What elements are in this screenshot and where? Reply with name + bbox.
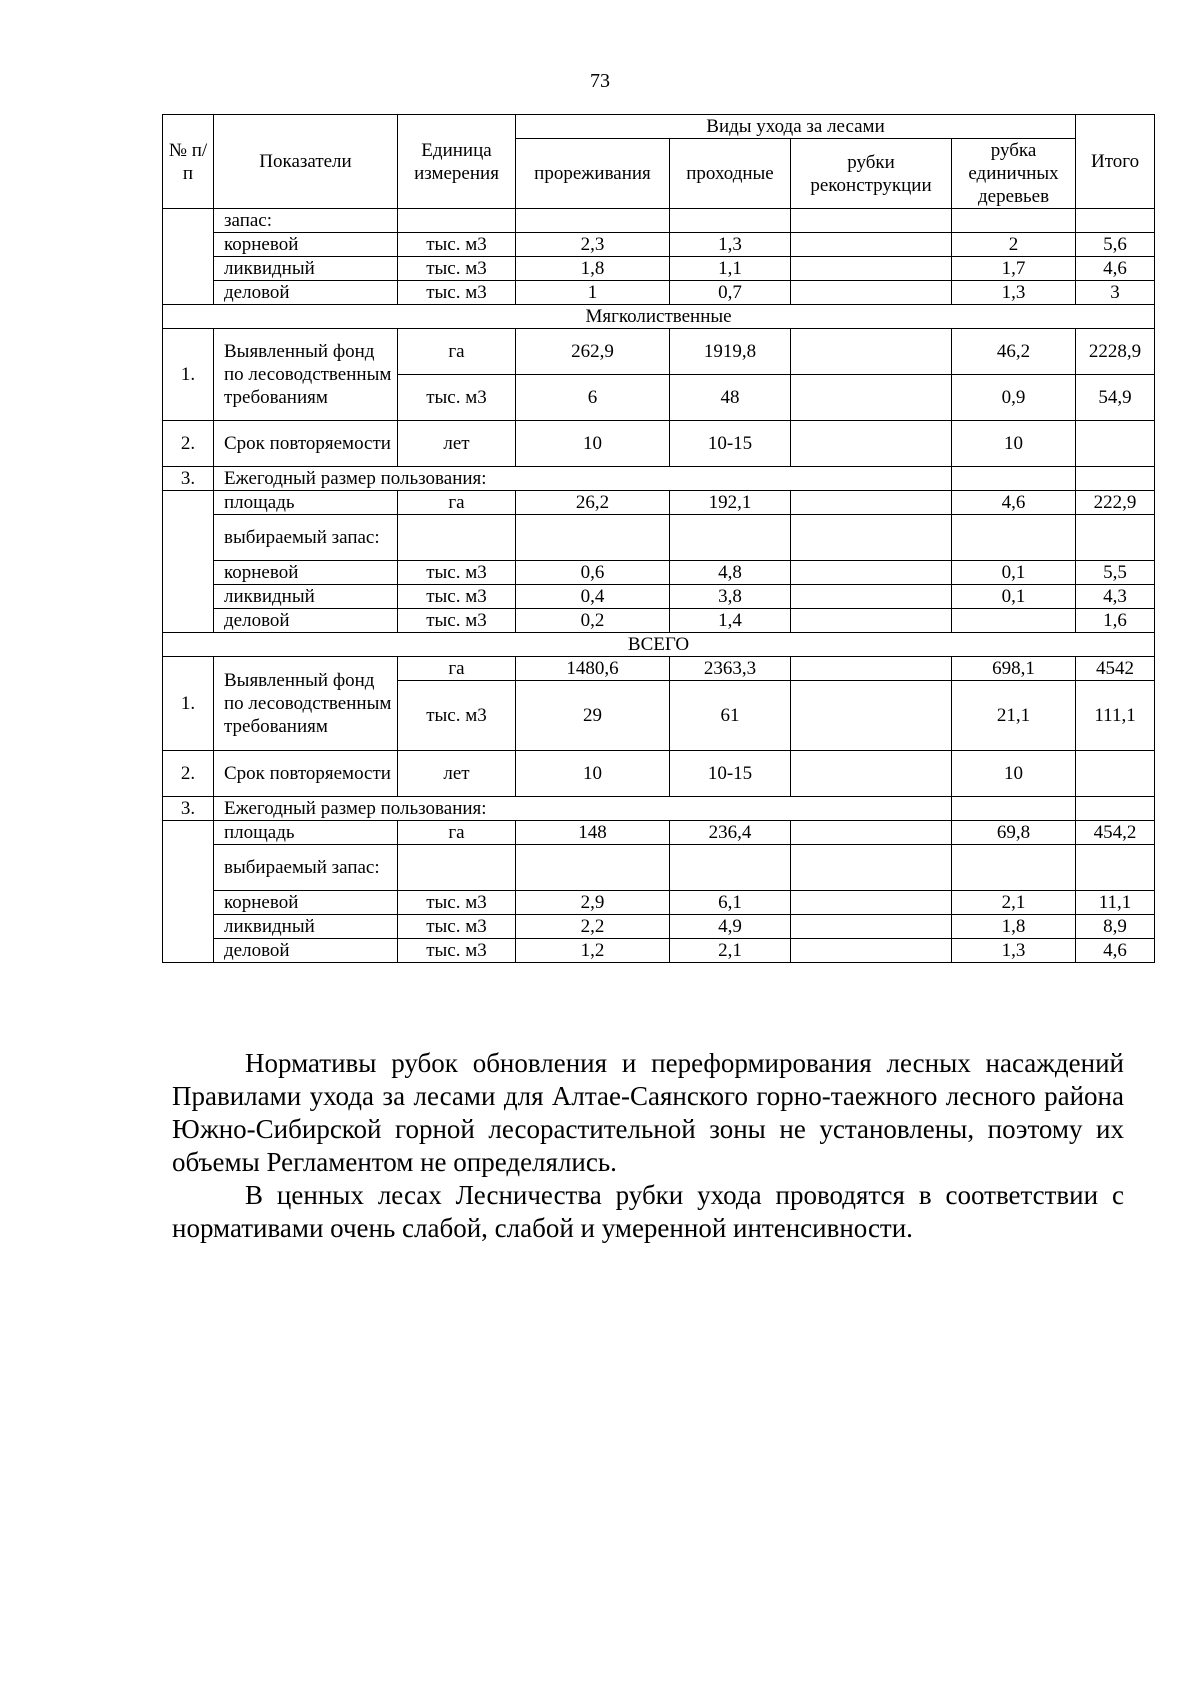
unit-cell: тыс. м3	[398, 585, 516, 609]
value-cell: 1,8	[952, 915, 1076, 939]
unit-cell: тыс. м3	[398, 891, 516, 915]
value-cell: 1480,6	[516, 657, 670, 681]
indicator-cell: Выявленный фонд по лесоводственным требованиям	[214, 657, 398, 751]
value-cell: 2363,3	[670, 657, 791, 681]
value-cell: 10	[952, 421, 1076, 467]
indicator-cell: Ежегодный размер пользования:	[214, 467, 952, 491]
table-row	[163, 281, 1155, 305]
value-cell: 4,9	[670, 915, 791, 939]
value-cell	[670, 209, 791, 233]
indicator-cell: выбираемый запас:	[214, 845, 398, 891]
value-cell	[516, 209, 670, 233]
value-cell	[791, 281, 952, 305]
value-cell: 2,3	[516, 233, 670, 257]
value-cell: 1,3	[670, 233, 791, 257]
total-cell: 4,3	[1076, 585, 1155, 609]
table-row	[163, 491, 1155, 515]
value-cell: 2	[952, 233, 1076, 257]
total-cell	[1076, 797, 1155, 821]
unit-cell: тыс. м3	[398, 609, 516, 633]
value-cell: 29	[516, 681, 670, 751]
paragraph: Нормативы рубок обновления и переформирования лесных насаждений Правилами ухода за лесами для Алтае-Саянского горно-таежного лесного района Южно-Сибирской горной лесорастительной зоны не установлены, поэтому их объемы Регламентом не определялись.	[172, 1048, 1124, 1177]
value-cell: 1	[516, 281, 670, 305]
header-single-trees: рубка единичных деревьев	[952, 139, 1076, 209]
value-cell	[952, 209, 1076, 233]
section-header-row	[163, 305, 1155, 329]
value-cell	[791, 657, 952, 681]
num-cell: 2.	[163, 421, 214, 467]
table-row	[163, 585, 1155, 609]
value-cell	[791, 915, 952, 939]
indicator-cell: деловой	[214, 939, 398, 963]
indicator-cell: Срок повторяемости	[214, 421, 398, 467]
num-cell: 2.	[163, 751, 214, 797]
value-cell: 1,7	[952, 257, 1076, 281]
value-cell: 4,8	[670, 561, 791, 585]
num-cell: 3.	[163, 797, 214, 821]
value-cell	[791, 561, 952, 585]
value-cell: 2,9	[516, 891, 670, 915]
value-cell: 0,9	[952, 375, 1076, 421]
value-cell	[952, 609, 1076, 633]
unit-cell: га	[398, 657, 516, 681]
total-cell	[1076, 421, 1155, 467]
value-cell	[791, 515, 952, 561]
page-number: 73	[590, 70, 610, 92]
header-total: Итого	[1076, 115, 1155, 209]
table-row	[163, 657, 1155, 681]
value-cell: 1,3	[952, 281, 1076, 305]
value-cell: 3,8	[670, 585, 791, 609]
total-cell: 4,6	[1076, 257, 1155, 281]
unit-cell	[398, 515, 516, 561]
value-cell	[670, 515, 791, 561]
indicator-cell: ликвидный	[214, 585, 398, 609]
value-cell: 10-15	[670, 751, 791, 797]
table-row	[163, 209, 1155, 233]
total-cell: 4542	[1076, 657, 1155, 681]
unit-cell: тыс. м3	[398, 561, 516, 585]
table-row	[163, 233, 1155, 257]
total-cell: 1,6	[1076, 609, 1155, 633]
total-cell	[1076, 515, 1155, 561]
unit-cell: га	[398, 491, 516, 515]
unit-cell: га	[398, 821, 516, 845]
value-cell: 0,4	[516, 585, 670, 609]
unit-cell: тыс. м3	[398, 939, 516, 963]
table-row	[163, 821, 1155, 845]
value-cell: 2,1	[952, 891, 1076, 915]
header-thinning: прореживания	[516, 139, 670, 209]
value-cell: 1919,8	[670, 329, 791, 375]
num-cell	[163, 209, 214, 305]
total-cell: 5,5	[1076, 561, 1155, 585]
value-cell: 26,2	[516, 491, 670, 515]
value-cell	[791, 609, 952, 633]
unit-cell: га	[398, 329, 516, 375]
indicator-cell: Ежегодный размер пользования:	[214, 797, 952, 821]
num-cell: 1.	[163, 657, 214, 751]
total-cell	[1076, 751, 1155, 797]
unit-cell: тыс. м3	[398, 281, 516, 305]
value-cell	[952, 467, 1076, 491]
value-cell	[516, 515, 670, 561]
value-cell	[791, 821, 952, 845]
value-cell: 6	[516, 375, 670, 421]
indicator-cell: площадь	[214, 491, 398, 515]
paragraph: В ценных лесах Лесничества рубки ухода проводятся в соответствии с нормативами очень слабой, слабой и умеренной интенсивности.	[172, 1180, 1124, 1243]
table-row	[163, 845, 1155, 891]
value-cell	[791, 751, 952, 797]
value-cell: 2,1	[670, 939, 791, 963]
unit-cell: тыс. м3	[398, 915, 516, 939]
unit-cell: тыс. м3	[398, 233, 516, 257]
value-cell: 48	[670, 375, 791, 421]
value-cell	[791, 329, 952, 375]
value-cell: 1,3	[952, 939, 1076, 963]
table-row	[163, 915, 1155, 939]
total-cell: 11,1	[1076, 891, 1155, 915]
value-cell	[791, 939, 952, 963]
table-row	[163, 515, 1155, 561]
value-cell: 1,1	[670, 257, 791, 281]
value-cell	[670, 845, 791, 891]
section-title: Мягколиственные	[163, 305, 1155, 329]
value-cell	[791, 375, 952, 421]
header-num: № п/п	[163, 115, 214, 209]
header-care-types: Виды ухода за лесами	[516, 115, 1076, 139]
total-cell: 222,9	[1076, 491, 1155, 515]
table-row	[163, 257, 1155, 281]
value-cell: 46,2	[952, 329, 1076, 375]
value-cell	[791, 585, 952, 609]
table-row	[163, 751, 1155, 797]
value-cell: 0,2	[516, 609, 670, 633]
value-cell	[952, 515, 1076, 561]
table-row	[163, 609, 1155, 633]
header-indicator: Показатели	[214, 115, 398, 209]
value-cell: 10	[952, 751, 1076, 797]
value-cell: 236,4	[670, 821, 791, 845]
unit-cell: тыс. м3	[398, 375, 516, 421]
value-cell	[791, 891, 952, 915]
table-row	[163, 939, 1155, 963]
unit-cell: тыс. м3	[398, 681, 516, 751]
value-cell: 4,6	[952, 491, 1076, 515]
value-cell: 0,1	[952, 585, 1076, 609]
value-cell: 2,2	[516, 915, 670, 939]
value-cell	[516, 845, 670, 891]
indicator-cell: деловой	[214, 281, 398, 305]
body-text	[172, 1047, 1124, 1245]
value-cell	[952, 845, 1076, 891]
value-cell: 6,1	[670, 891, 791, 915]
total-cell: 54,9	[1076, 375, 1155, 421]
header-unit: Единица измерения	[398, 115, 516, 209]
value-cell: 0,1	[952, 561, 1076, 585]
value-cell: 1,4	[670, 609, 791, 633]
num-cell	[163, 491, 214, 633]
value-cell: 1,2	[516, 939, 670, 963]
unit-cell: тыс. м3	[398, 257, 516, 281]
total-cell	[1076, 467, 1155, 491]
indicator-cell: корневой	[214, 891, 398, 915]
total-cell	[1076, 845, 1155, 891]
unit-cell: лет	[398, 751, 516, 797]
header-reconstruction: рубки реконструкции	[791, 139, 952, 209]
unit-cell	[398, 845, 516, 891]
value-cell	[791, 681, 952, 751]
total-cell: 2228,9	[1076, 329, 1155, 375]
value-cell: 10	[516, 751, 670, 797]
indicator-cell: запас:	[214, 209, 398, 233]
indicator-cell: ликвидный	[214, 915, 398, 939]
num-cell: 3.	[163, 467, 214, 491]
value-cell: 61	[670, 681, 791, 751]
table-row	[163, 421, 1155, 467]
value-cell: 0,7	[670, 281, 791, 305]
total-cell: 3	[1076, 281, 1155, 305]
value-cell: 21,1	[952, 681, 1076, 751]
value-cell: 192,1	[670, 491, 791, 515]
value-cell	[791, 421, 952, 467]
num-cell: 1.	[163, 329, 214, 421]
value-cell	[952, 797, 1076, 821]
indicator-cell: корневой	[214, 233, 398, 257]
value-cell: 698,1	[952, 657, 1076, 681]
value-cell	[791, 845, 952, 891]
value-cell: 262,9	[516, 329, 670, 375]
value-cell	[791, 209, 952, 233]
indicator-cell: Выявленный фонд по лесоводственным требованиям	[214, 329, 398, 421]
unit-cell: лет	[398, 421, 516, 467]
total-cell	[1076, 209, 1155, 233]
value-cell: 148	[516, 821, 670, 845]
header-passing: проходные	[670, 139, 791, 209]
table-row	[163, 797, 1155, 821]
num-cell	[163, 821, 214, 963]
total-cell: 454,2	[1076, 821, 1155, 845]
value-cell: 10-15	[670, 421, 791, 467]
indicator-cell: корневой	[214, 561, 398, 585]
value-cell	[791, 233, 952, 257]
value-cell	[791, 491, 952, 515]
indicator-cell: площадь	[214, 821, 398, 845]
table-row	[163, 467, 1155, 491]
total-cell: 111,1	[1076, 681, 1155, 751]
indicator-cell: Срок повторяемости	[214, 751, 398, 797]
table-row	[163, 891, 1155, 915]
indicator-cell: деловой	[214, 609, 398, 633]
total-cell: 5,6	[1076, 233, 1155, 257]
indicator-cell: выбираемый запас:	[214, 515, 398, 561]
unit-cell	[398, 209, 516, 233]
section-header-row	[163, 633, 1155, 657]
value-cell: 69,8	[952, 821, 1076, 845]
value-cell: 0,6	[516, 561, 670, 585]
value-cell: 10	[516, 421, 670, 467]
table-row	[163, 561, 1155, 585]
indicator-cell: ликвидный	[214, 257, 398, 281]
forest-care-table	[162, 114, 1155, 963]
value-cell: 1,8	[516, 257, 670, 281]
table-row	[163, 329, 1155, 375]
total-cell: 8,9	[1076, 915, 1155, 939]
total-cell: 4,6	[1076, 939, 1155, 963]
value-cell	[791, 257, 952, 281]
section-title: ВСЕГО	[163, 633, 1155, 657]
